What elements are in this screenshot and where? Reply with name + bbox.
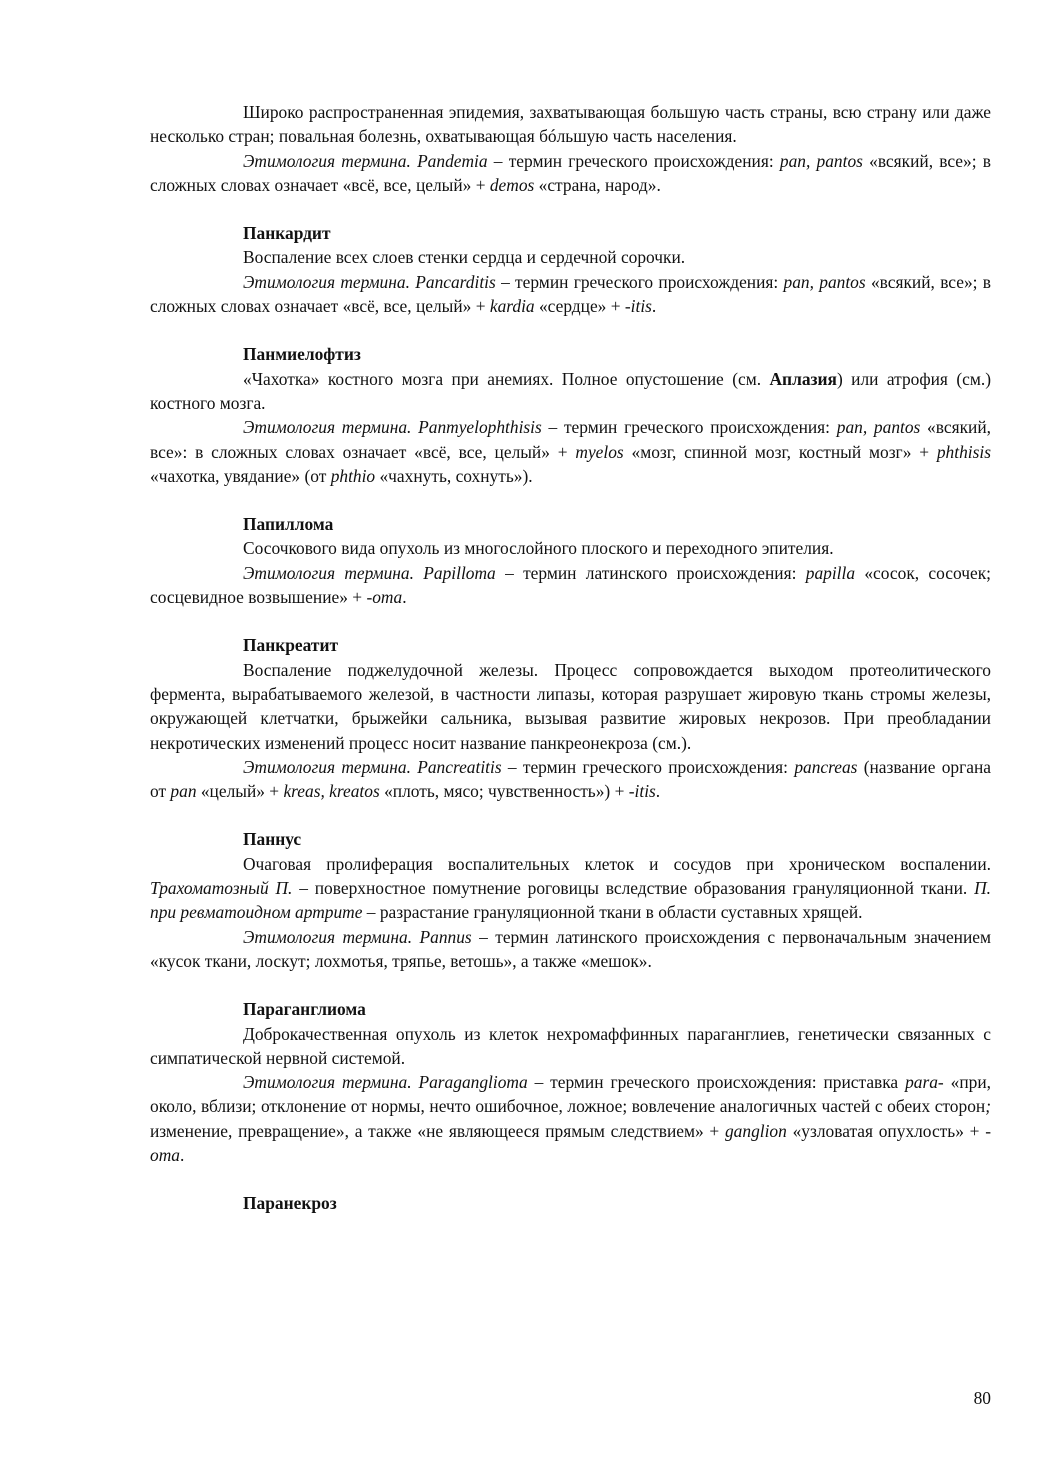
pandemia-definition: Широко распространенная эпидемия, захватывающая большую часть страны, всю страну или даже несколько стран; повальная болезнь, охватывающая бóльшую часть населения. xyxy=(150,102,991,147)
papilloma-definition: Сосочкового вида опухоль из многослойного плоского и переходного эпителия. xyxy=(243,538,834,559)
entry-title-pankardit: Панкардит xyxy=(243,223,331,244)
pankreatit-etymology: Этимология термина. Pancreatitis – термин греческого происхождения: pancreas (название органа от pan «целый» + kreas, kreatos «плоть, мясо; чувственность») + -itis. xyxy=(150,756,991,802)
paraganglioma-definition: Доброкачественная опухоль из клеток нехромаффинных параганглиев, генетически связанных с симпатической нервной системой. xyxy=(150,1023,991,1068)
paraganglioma-etymology: Этимология термина. Paraganglioma – термин греческого происхождения: приставка para- «при, около, вблизи; отклонение от нормы, нечто ошибочное, ложное; вовлечение аналогичных частей с обеих сторон; изменение, превращение», а также «не являющееся прямым следствием» + ganglion «узловатая опухлость» + -oma. xyxy=(150,1072,991,1165)
papilloma-etymology: Этимология термина. Papilloma – термин латинского происхождения: papilla «сосок, сосочек; сосцевидное возвышение» + -oma. xyxy=(150,562,991,608)
panmieloftiz-definition: «Чахотка» костного мозга при анемиях. Полное опустошение (см. Аплазия) или атрофия (см.) костного мозга. xyxy=(150,368,991,413)
panmieloftiz-etymology: Этимология термина. Panmyelophthisis – термин греческого происхождения: pan, pantos «всякий, все»: в сложных словах означает «всё, все, целый» + myelos «мозг, спинной мозг, костный мозг» + phthisis «чахотка, увядание» (от phthio «чахнуть, сохнуть»). xyxy=(150,417,991,486)
pandemia-etymology: Этимология термина. Pandemia – термин греческого происхождения: pan, pantos «всякий, все»; в сложных словах означает «всё, все, целый» + demos «страна, народ». xyxy=(150,150,991,195)
pankardit-etymology: Этимология термина. Pancarditis – термин греческого происхождения: pan, pantos «всякий, все»; в сложных словах означает «всё, все, целый» + kardia «сердце» + -itis. xyxy=(150,271,991,317)
pankreatit-definition: Воспаление поджелудочной железы. Процесс сопровождается выходом протеолитического фермента, вырабатываемого железой, в частности липазы, которая разрушает жировую ткань стромы железы, окружающей клетчатки, брыжейки сальника, вызывая развитие жировых некрозов. При преобладании некротических изменений процесс носит название панкреонекроза (см.). xyxy=(150,659,991,753)
pannus-definition: Очаговая пролиферация воспалительных клеток и сосудов при хроническом воспалении. Трахоматозный П. – поверхностное помутнение роговицы вследствие образования грануляционной ткани. П. при ревматоидном артрите – разрастание грануляционной ткани в области суставных хрящей. xyxy=(150,853,991,923)
entry-title-pankreatit: Панкреатит xyxy=(243,635,339,656)
pannus-etymology: Этимология термина. Pannus – термин латинского происхождения с первоначальным значением «кусок ткани, лоскут; лохмотья, тряпье, ветошь», а также «мешок». xyxy=(150,926,992,971)
entry-title-paraganglioma: Параганглиома xyxy=(243,999,366,1020)
entry-title-papilloma: Папиллома xyxy=(243,514,334,535)
entry-title-panmieloftiz: Панмиелофтиз xyxy=(243,344,361,365)
page-number: 80 xyxy=(973,1388,991,1408)
entry-title-pannus: Паннус xyxy=(243,829,302,850)
pankardit-definition: Воспаление всех слоев стенки сердца и сердечной сорочки. xyxy=(243,247,686,268)
entry-title-paranekroz: Паранекроз xyxy=(243,1193,337,1214)
document-page xyxy=(150,100,991,1216)
cross-reference: Аплазия xyxy=(769,368,837,389)
